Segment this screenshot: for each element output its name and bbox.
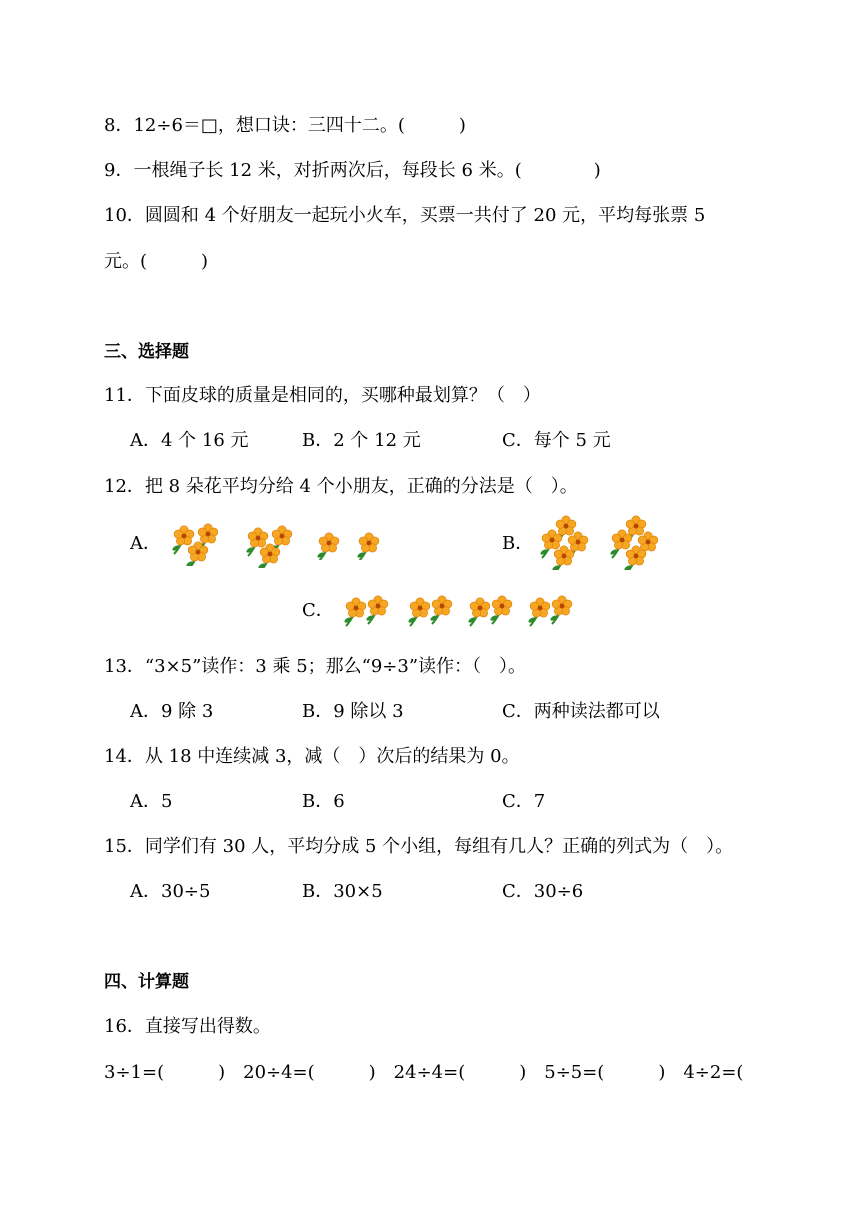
q12-a-flower-group-2 <box>242 522 306 568</box>
question-14: 14．从 18 中连续减 3，减（ ）次后的结果为 0。 <box>104 746 520 767</box>
q13-option-c: C．两种读法都可以 <box>502 701 660 722</box>
q14-option-b: B．6 <box>302 791 345 812</box>
q12-option-b: B． <box>502 533 534 554</box>
q15-option-b: B．30×5 <box>302 881 383 902</box>
question-13: 13．“3×5”读作：3 乘 5；那么“9÷3”读作：（ ）。 <box>104 656 527 677</box>
q11-option-c: C．每个 5 元 <box>502 430 611 451</box>
q12-c-flower-group-2 <box>404 594 460 628</box>
q12-c-flower-group-4 <box>524 594 580 628</box>
question-10-line2: 元。( ) <box>104 251 209 272</box>
q13-option-b: B．9 除以 3 <box>302 701 404 722</box>
q12-option-a: A． <box>130 533 161 554</box>
q14-option-a: A．5 <box>130 791 173 812</box>
q11-option-a: A．4 个 16 元 <box>130 430 249 451</box>
q16-items: 3÷1=( ) 20÷4=( ) 24÷4=( ) 5÷5=( ) 4÷2=( <box>104 1062 744 1083</box>
q15-option-c: C．30÷6 <box>502 881 584 902</box>
question-16: 16．直接写出得数。 <box>104 1016 271 1037</box>
q12-b-flower-group-2 <box>608 514 664 570</box>
question-11: 11．下面皮球的质量是相同的，买哪种最划算？（ ） <box>104 385 541 406</box>
q12-c-flower-group-3 <box>464 594 520 628</box>
question-9: 9．一根绳子长 12 米，对折两次后，每段长 6 米。( ) <box>104 160 601 181</box>
q12-a-flower-group-3 <box>314 530 344 560</box>
q14-option-c: C．7 <box>502 791 546 812</box>
question-8: 8．12÷6＝□，想口诀：三四十二。( ) <box>104 115 466 136</box>
question-15: 15．同学们有 30 人，平均分成 5 个小组，每组有几人？正确的列式为（ ）。 <box>104 836 734 857</box>
q12-b-flower-group-1 <box>538 514 594 570</box>
section-4-heading: 四、计算题 <box>104 972 189 992</box>
question-12: 12．把 8 朵花平均分给 4 个小朋友，正确的分法是（ ）。 <box>104 476 578 497</box>
q12-a-flower-group-1 <box>168 520 232 566</box>
question-10-line1: 10．圆圆和 4 个好朋友一起玩小火车，买票一共付了 20 元，平均每张票 5 <box>104 205 706 226</box>
q12-a-flower-group-4 <box>354 530 384 560</box>
q12-c-flower-group-1 <box>340 594 396 628</box>
q12-option-c: C． <box>302 600 334 621</box>
q13-option-a: A．9 除 3 <box>130 701 214 722</box>
q11-option-b: B．2 个 12 元 <box>302 430 421 451</box>
q15-option-a: A．30÷5 <box>130 881 211 902</box>
section-3-heading: 三、选择题 <box>104 342 189 362</box>
